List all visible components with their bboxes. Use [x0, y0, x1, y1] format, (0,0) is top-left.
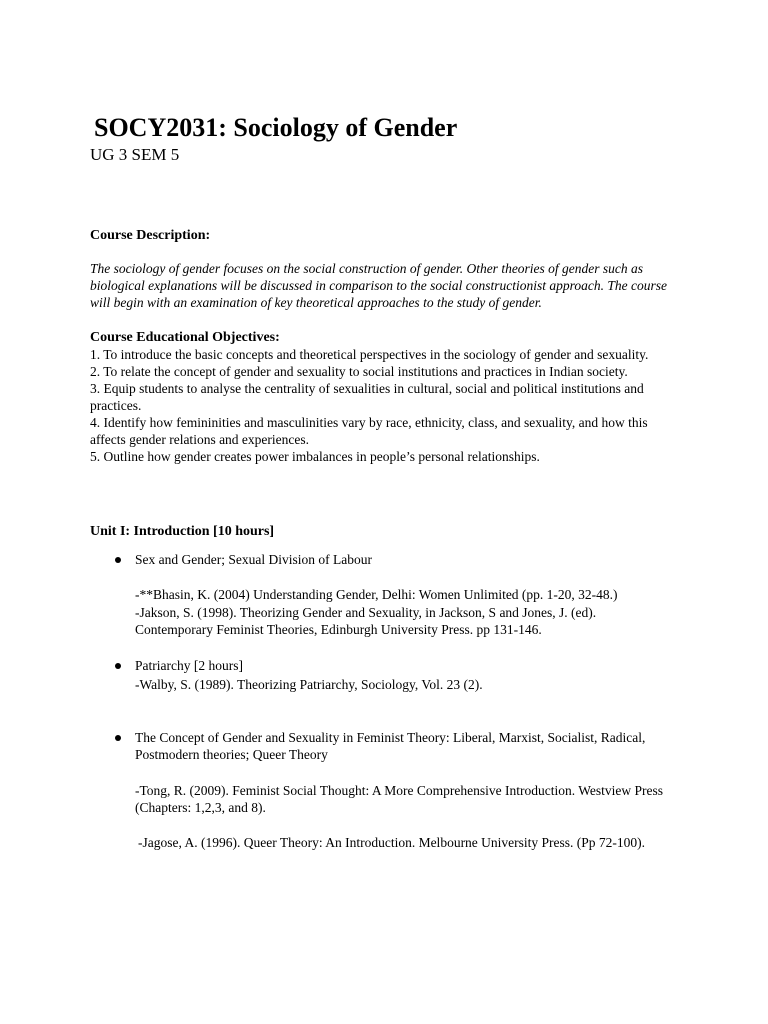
course-description-heading: Course Description:	[90, 228, 211, 243]
objective-item: 4. Identify how femininities and masculinities vary by race, ethnicity, class, and sexuality, and how this affects gender relations and experiences.	[90, 415, 648, 447]
reference-tong: -Tong, R. (2009). Feminist Social Thought: A More Comprehensive Introduction. Westview Press (Chapters: 1,2,3, and 8).	[135, 783, 664, 815]
objective-item: 1. To introduce the basic concepts and theoretical perspectives in the sociology of gender and sexuality.	[90, 347, 649, 362]
bullet-icon	[115, 663, 121, 669]
objective-item: 5. Outline how gender creates power imbalances in people’s personal relationships.	[90, 449, 540, 464]
bullet-icon	[115, 557, 121, 563]
objective-item: 3. Equip students to analyse the centrality of sexualities in cultural, social and political institutions and practices.	[90, 381, 644, 413]
topic-title-1: Sex and Gender; Sexual Division of Labour	[135, 552, 372, 567]
course-description-text: The sociology of gender focuses on the social construction of gender. Other theories of gender such as biological explanations will be discussed in comparison to the social constructionist approach. The course will begin with an examination of key theoretical approaches to the study of gender.	[90, 261, 667, 310]
objective-item: 2. To relate the concept of gender and sexuality to social institutions and practices in Indian society.	[90, 364, 628, 379]
unit1-heading: Unit I: Introduction [10 hours]	[90, 524, 275, 539]
reference-bhasin: -**Bhasin, K. (2004) Understanding Gender, Delhi: Women Unlimited (pp. 1-20, 32-48.)	[135, 587, 618, 602]
reference-jakson: -Jakson, S. (1998). Theorizing Gender and Sexuality, in Jackson, S and Jones, J. (ed). Contemporary Feminist Theories, Edinburgh University Press. pp 131-146.	[135, 605, 597, 637]
reference-walby: -Walby, S. (1989). Theorizing Patriarchy, Sociology, Vol. 23 (2).	[135, 677, 483, 692]
bullet-icon	[115, 735, 121, 741]
topic-title-3: The Concept of Gender and Sexuality in Feminist Theory: Liberal, Marxist, Socialist, Radical, Postmodern theories; Queer Theory	[135, 730, 646, 762]
course-subtitle: UG 3 SEM 5	[90, 145, 180, 164]
course-title: SOCY2031: Sociology of Gender	[94, 113, 458, 142]
reference-jagose: -Jagose, A. (1996). Queer Theory: An Introduction. Melbourne University Press. (Pp 72-100).	[138, 835, 646, 850]
objectives-heading: Course Educational Objectives:	[90, 330, 280, 345]
topic-title-2: Patriarchy [2 hours]	[135, 658, 243, 673]
objectives-list	[90, 346, 680, 465]
